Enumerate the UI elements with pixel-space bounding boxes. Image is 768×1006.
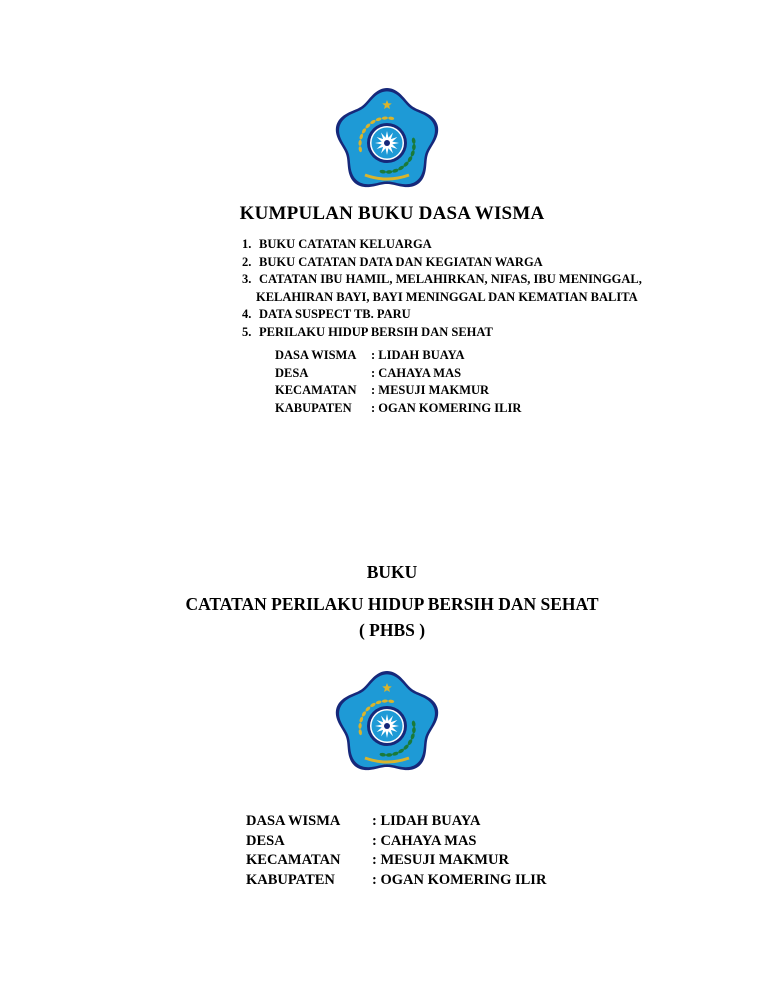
info-label: DESA [275,365,309,380]
info-label: KECAMATAN [246,852,341,868]
info-row [246,871,546,891]
info-row [246,812,546,832]
info-row [246,832,546,852]
info-row [275,365,521,383]
list-item: 5. PERILAKU HIDUP BERSIH DAN SEHAT [242,324,493,339]
cover-info-table [275,347,521,417]
info-value: : MESUJI MAKMUR [371,383,490,397]
info-row [275,382,521,400]
info-value: : OGAN KOMERING ILIR [371,400,522,415]
info-label: DASA WISMA [246,813,341,829]
info-label: KECAMATAN [275,383,357,397]
book-list [242,236,682,341]
info-row [275,347,521,365]
book-info-table [246,812,546,890]
book-title-line1: BUKU [366,562,418,582]
list-item: 4. DATA SUSPECT TB. PARU [242,307,411,321]
info-value: : OGAN KOMERING ILIR [372,871,547,888]
book-title-line3: ( PHBS ) [358,620,426,640]
info-value: : CAHAYA MAS [372,832,477,849]
info-label: DASA WISMA [275,348,357,362]
info-value: : LIDAH BUAYA [371,348,465,362]
list-item: 1. BUKU CATATAN KELUARGA [242,237,432,251]
info-label: KABUPATEN [246,871,335,888]
book-title-line2: CATATAN PERILAKU HIDUP BERSIH DAN SEHAT [185,594,599,614]
info-row [246,851,546,871]
pkk-emblem-icon [330,85,444,193]
list-item-continuation: KELAHIRAN BAYI, BAYI MENINGGAL DAN KEMATIAN BALITA [256,289,638,304]
info-value: : CAHAYA MAS [371,365,462,380]
list-item: 2. BUKU CATATAN DATA DAN KEGIATAN WARGA [242,254,543,269]
pkk-emblem-icon [330,668,444,776]
info-row [275,400,521,418]
info-label: DESA [246,832,285,849]
info-label: KABUPATEN [275,400,352,415]
list-item: 3. CATATAN IBU HAMIL, MELAHIRKAN, NIFAS, IBU MENINGGAL, [242,272,642,286]
info-value: : LIDAH BUAYA [372,813,481,829]
page-title: KUMPULAN BUKU DASA WISMA [239,203,545,224]
info-value: : MESUJI MAKMUR [372,852,509,868]
